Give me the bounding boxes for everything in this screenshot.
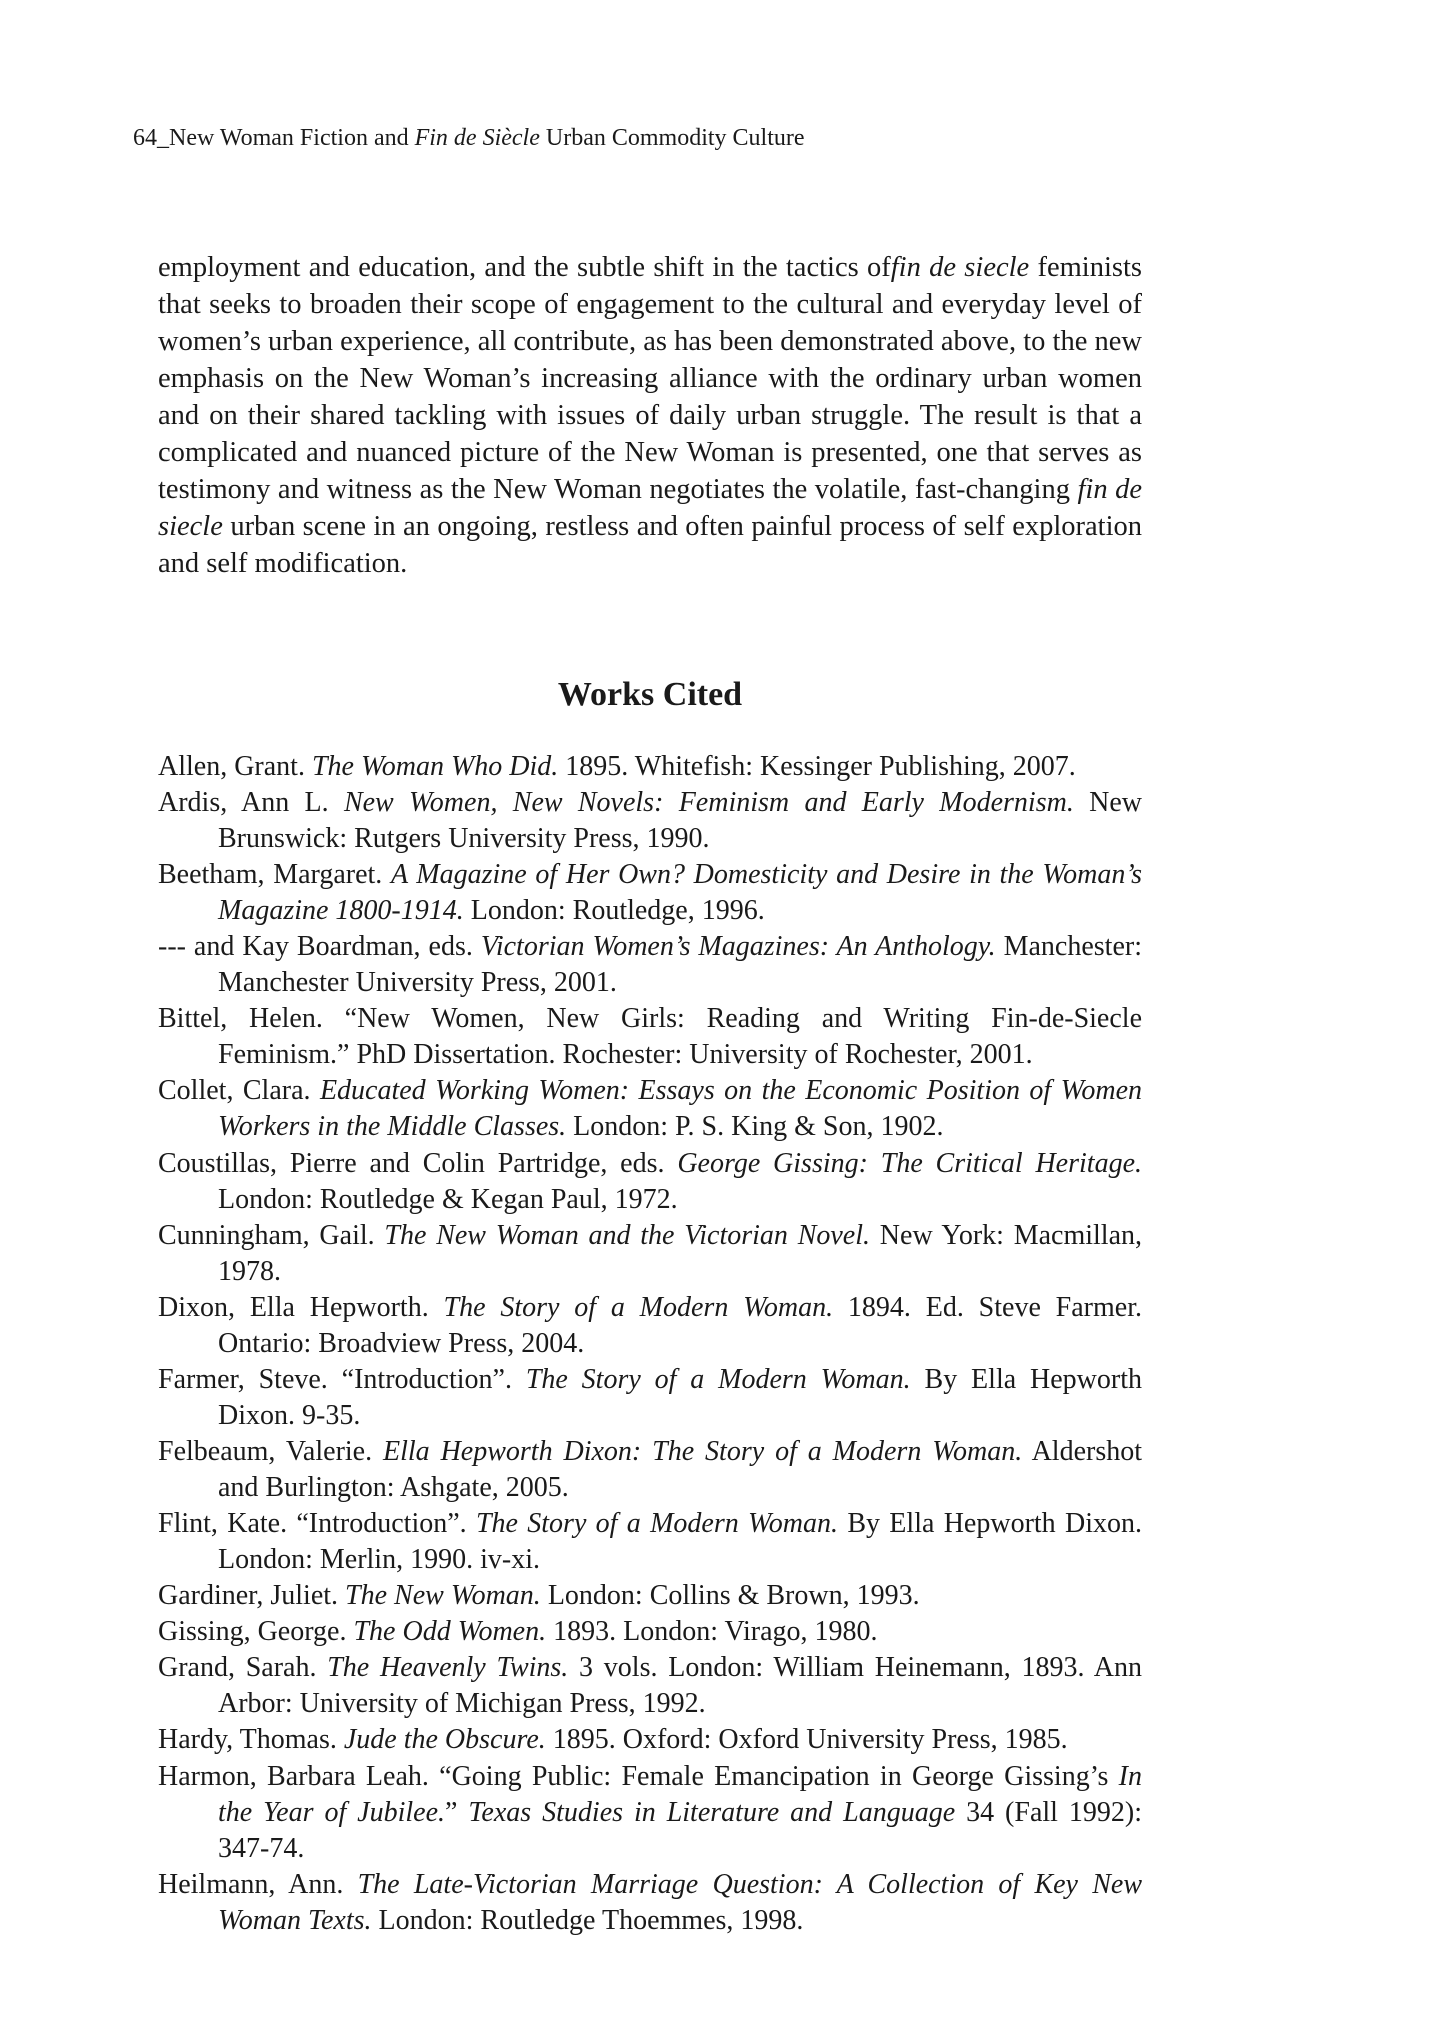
reference-text: New Brunswick: Rutgers University Press, 1990. (218, 787, 1143, 855)
reference-text: Felbeaum, Valerie. (158, 1435, 384, 1467)
reference-text: 1895. Whitefish: Kessinger Publishing, 2007. (558, 751, 1076, 782)
reference-text: Flint, Kate. “Introduction”. (158, 1508, 476, 1540)
reference-italic-text: The Heavenly Twins. (327, 1652, 569, 1684)
reference-text: Dixon, Ella Hepworth. (158, 1291, 444, 1323)
reference-italic-text: The Late-Victorian Marriage Question: A Collection of Key New Woman Texts. (218, 1868, 1143, 1936)
reference-entry (158, 1759, 1142, 1867)
reference-text: 1895. Oxford: Oxford University Press, 1985. (545, 1724, 1068, 1756)
reference-text: Beetham, Margaret. (158, 859, 391, 891)
body-paragraph (158, 249, 1142, 582)
reference-entry (158, 1434, 1142, 1506)
reference-italic-text: The Story of a Modern Woman. (443, 1291, 834, 1323)
reference-entry (158, 1650, 1142, 1722)
reference-text: London: Collins & Brown, 1993. (540, 1580, 920, 1612)
body-text: urban scene in an ongoing, restless and often painful process of self exploration and self modification. (158, 511, 1142, 579)
reference-text: Manchester: Manchester University Press, 2001. (218, 931, 1142, 999)
reference-text: Harmon, Barbara Leah. “Going Public: Female Emancipation in George Gissing’s (158, 1760, 1119, 1792)
reference-text: Farmer, Steve. “Introduction”. (158, 1363, 526, 1395)
reference-entry (158, 1290, 1142, 1362)
reference-italic-text: A Magazine of Her Own? Domesticity and Desire in the Woman’s Magazine 1800-1914. (218, 859, 1143, 927)
reference-italic-text: New Women, New Novels: Feminism and Early Modernism. (343, 787, 1074, 819)
reference-text: New York: Macmillan, 1978. (218, 1219, 1142, 1287)
reference-text: Coustillas, Pierre and Colin Partridge, eds. (158, 1147, 678, 1179)
reference-italic-text: Texas Studies in Literature and Language (468, 1796, 956, 1828)
reference-text: Hardy, Thomas. (158, 1724, 344, 1756)
reference-entry (158, 1614, 1142, 1650)
reference-entry (158, 1578, 1142, 1614)
section-title: Works Cited (557, 676, 743, 713)
reference-italic-text: Educated Working Women: Essays on the Economic Position of Women Workers in the Middle Classes. (218, 1075, 1143, 1143)
reference-entry (158, 929, 1142, 1001)
body-italic-text: fin de siecle (890, 252, 1030, 283)
reference-italic-text: The Story of a Modern Woman. (525, 1363, 911, 1395)
reference-text: Heilmann, Ann. (158, 1868, 358, 1900)
reference-entry (158, 785, 1142, 857)
reference-text: Gardiner, Juliet. (158, 1580, 346, 1612)
reference-text: Gissing, George. (158, 1616, 354, 1648)
reference-italic-text: The New Woman and the Victorian Novel. (384, 1219, 871, 1251)
reference-entry (158, 749, 1142, 785)
reference-text: By Ella Hepworth Dixon. London: Merlin, 1990. iv-xi. (218, 1508, 1142, 1576)
reference-entry (158, 1001, 1142, 1073)
page-number: 64 (133, 125, 157, 151)
body-text: feminists that seeks to broaden their scope of engagement to the cultural and everyday level of women’s urban experience, all contribute, as has been demonstrated above, to the new emphasis on the New Woman’s increasing alliance with the ordinary urban women and on their shared tackling with issues of daily urban struggle. The result is that a complicated and nuanced picture of the New Woman is presented, one that serves as testimony and witness as the New Woman negotiates the volatile, fast-changing (158, 252, 1142, 505)
reference-text: 34 (Fall 1992): 347-74. (218, 1796, 1142, 1864)
reference-entry (158, 1146, 1142, 1218)
reference-text: 3 vols. London: William Heinemann, 1893. Ann Arbor: University of Michigan Press, 1992. (218, 1652, 1142, 1720)
reference-italic-text: Ella Hepworth Dixon: The Story of a Modern Woman. (383, 1435, 1023, 1467)
reference-entry (158, 1867, 1142, 1939)
reference-italic-text: George Gissing: The Critical Heritage. (677, 1147, 1142, 1179)
running-head-text: _New Woman Fiction and (157, 125, 415, 151)
reference-italic-text: The New Woman. (345, 1580, 541, 1612)
reference-italic-text: Jude the Obscure. (343, 1724, 546, 1756)
reference-entry (158, 1362, 1142, 1434)
running-head-italic: Fin de Siècle (414, 125, 540, 151)
reference-entry (158, 857, 1142, 929)
reference-text: Grand, Sarah. (158, 1652, 328, 1684)
reference-entry (158, 1073, 1142, 1145)
reference-entry (158, 1218, 1142, 1290)
reference-text: 1894. Ed. Steve Farmer. Ontario: Broadview Press, 2004. (218, 1291, 1142, 1359)
body-text: employment and education, and the subtle shift in the tactics of (158, 252, 891, 283)
reference-text: London: Routledge Thoemmes, 1998. (371, 1904, 804, 1936)
reference-text: By Ella Hepworth Dixon. 9-35. (218, 1363, 1142, 1431)
reference-italic-text: The Story of a Modern Woman. (475, 1508, 839, 1540)
reference-entry (158, 1506, 1142, 1578)
reference-text: London: Routledge, 1996. (463, 895, 765, 927)
reference-text: Bittel, Helen. “New Women, New Girls: Reading and Writing Fin-de-Siecle Feminism.” PhD Dissertation. Rochester: University of Rochester, 2001. (158, 1003, 1142, 1071)
reference-text: 1893. London: Virago, 1980. (546, 1616, 878, 1648)
reference-italic-text: The Woman Who Did. (311, 751, 559, 782)
running-header (133, 123, 805, 153)
reference-text: Allen, Grant. (158, 751, 312, 782)
reference-text: Cunningham, Gail. (158, 1219, 385, 1251)
reference-italic-text: The Odd Women. (353, 1616, 547, 1648)
reference-text: London: Routledge & Kegan Paul, 1972. (218, 1183, 678, 1215)
running-head-text-end: Urban Commodity Culture (539, 125, 805, 151)
reference-text: London: P. S. King & Son, 1902. (566, 1111, 944, 1143)
reference-italic-text: Victorian Women’s Magazines: An Anthology. (480, 931, 996, 963)
reference-text: Collet, Clara. (158, 1075, 320, 1107)
works-cited-list (158, 749, 1142, 1939)
reference-text: Ardis, Ann L. (158, 787, 344, 819)
reference-text: Aldershot and Burlington: Ashgate, 2005. (218, 1435, 1142, 1503)
reference-italic-text: In the Year of Jubilee. (218, 1760, 1142, 1828)
reference-entry (158, 1722, 1142, 1758)
reference-text: ” (445, 1796, 469, 1828)
body-italic-text: fin de siecle (158, 474, 1142, 542)
reference-text: --- and Kay Boardman, eds. (158, 931, 481, 963)
